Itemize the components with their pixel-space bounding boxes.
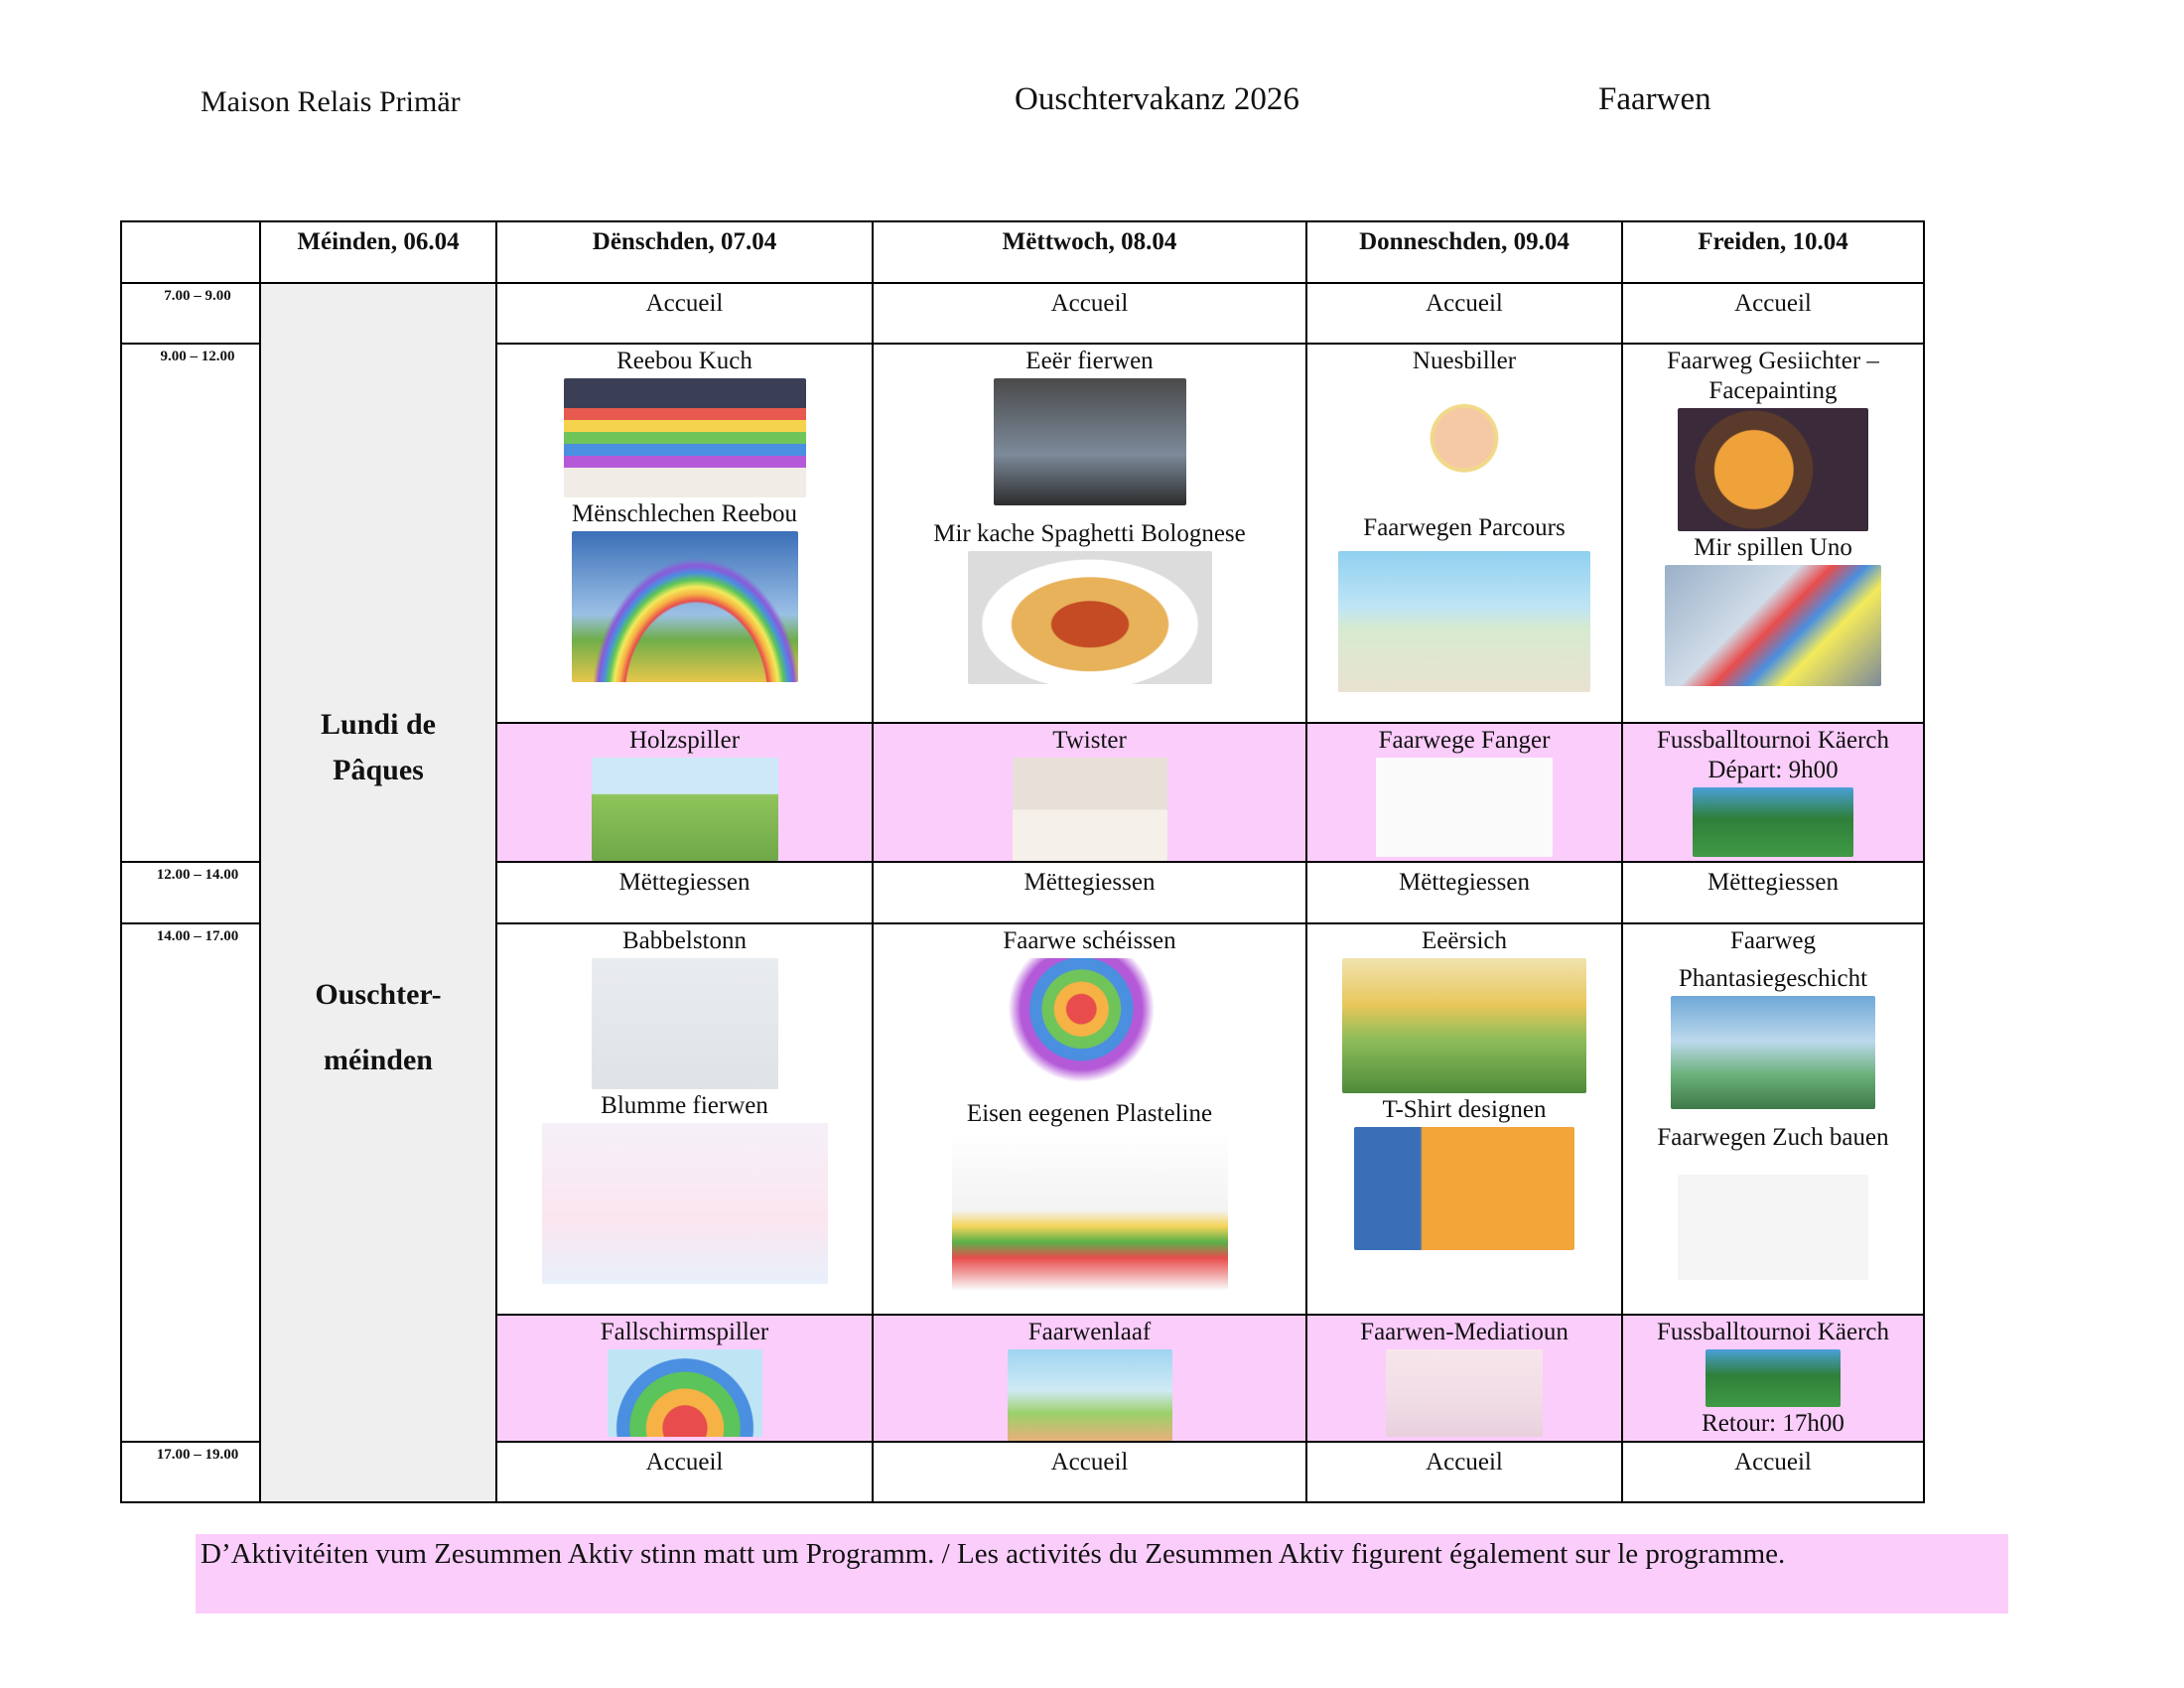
theme-title: Faarwen	[1598, 81, 1711, 117]
parachute-game-image	[608, 1349, 762, 1437]
plasticine-image	[952, 1131, 1228, 1290]
painted-nose-image	[1398, 378, 1531, 511]
activity-label: Accueil	[1734, 1449, 1812, 1476]
activity-label: Faarweg Gesiichter –	[1667, 348, 1879, 374]
spaghetti-image	[968, 551, 1212, 684]
activity-label: Faarwege Fanger	[1378, 727, 1551, 754]
departure-time: Départ: 9h00	[1707, 757, 1839, 783]
activity-label: Mëttegiessen	[618, 869, 751, 896]
activity-label: Fussballtournoi Käerch	[1657, 727, 1889, 754]
football-image	[1706, 1349, 1841, 1407]
activity-label: Accueil	[645, 290, 724, 317]
painted-fingers-image	[1376, 758, 1553, 857]
twister-image	[1013, 758, 1167, 861]
mediation-image	[1386, 1349, 1543, 1437]
easter-eggs-image	[1342, 958, 1586, 1093]
activity-label: Nuesbiller	[1412, 348, 1517, 374]
uno-cards-image	[1665, 565, 1881, 686]
color-powder-image	[1004, 958, 1176, 1085]
activity-label: Accueil	[645, 1449, 724, 1476]
time-slot: 14.00 – 17.00	[121, 923, 260, 1442]
activity-label: Accueil	[1050, 290, 1129, 317]
activity-label: Faarweg	[1729, 927, 1817, 954]
activity-label: Accueil	[1426, 290, 1503, 317]
color-run-image	[1008, 1349, 1172, 1441]
football-image	[1693, 787, 1853, 857]
holiday-label: Ouschter- méinden	[315, 978, 442, 1076]
activity-label: Facepainting	[1708, 377, 1838, 404]
time-slot: 17.00 – 19.00	[121, 1442, 260, 1502]
activity-label: Blumme fierwen	[601, 1092, 768, 1119]
corner-cell	[121, 221, 260, 283]
flower-coloring-image	[542, 1123, 828, 1284]
children-balloons-image	[592, 958, 778, 1089]
activity-label: Faarwegen Parcours	[1363, 514, 1566, 541]
face-painting-image	[1678, 408, 1868, 531]
activity-label: Babbelstonn	[622, 927, 747, 954]
activity-label: Mir kache Spaghetti Bolognese	[933, 520, 1246, 547]
activity-label: Reebou Kuch	[616, 348, 752, 374]
footer-note: D’Aktivitéiten vum Zesummen Aktiv stinn matt um Programm. / Les activités du Zesummen Aktiv figurent également sur le programme.	[196, 1534, 2008, 1614]
obstacle-course-image	[1338, 551, 1590, 692]
activity-label: Phantasiegeschicht	[1678, 965, 1868, 992]
day-header: Méinden, 06.04	[260, 221, 496, 283]
activity-label: Twister	[1052, 727, 1127, 754]
activity-label: Fussballtournoi Käerch	[1657, 1319, 1889, 1345]
activity-label: Mëttegiessen	[1024, 869, 1156, 896]
activity-label: Faarwenlaaf	[1027, 1319, 1152, 1345]
time-slot: 7.00 – 9.00	[121, 283, 260, 344]
time-slot: 12.00 – 14.00	[121, 862, 260, 923]
activity-label: Faarwen-Mediatioun	[1360, 1319, 1569, 1345]
day-header: Freiden, 10.04	[1622, 221, 1924, 283]
activity-label: Eeërsich	[1421, 927, 1508, 954]
schedule-table	[120, 220, 1925, 1503]
table-header-row	[121, 221, 1924, 283]
tshirt-design-image	[1354, 1127, 1574, 1250]
painted-eggs-image	[994, 378, 1186, 505]
activity-label: Accueil	[1050, 1449, 1129, 1476]
activity-label: Eisen eegenen Plasteline	[966, 1100, 1213, 1127]
day-header: Donneschden, 09.04	[1306, 221, 1622, 283]
activity-label: Holzspiller	[628, 727, 741, 754]
activity-label: Mënschlechen Reebou	[571, 500, 797, 527]
document-title: Ouschtervakanz 2026	[1015, 81, 1299, 117]
activity-label: Eeër fierwen	[1025, 348, 1154, 374]
activity-label: Mir spillen Uno	[1694, 534, 1852, 561]
day-header: Dënschden, 07.04	[496, 221, 873, 283]
organization-name: Maison Relais Primär	[201, 85, 461, 118]
holiday-cell	[260, 283, 496, 1502]
activity-label: Mëttegiessen	[1707, 869, 1839, 896]
return-time: Retour: 17h00	[1702, 1410, 1844, 1437]
wooden-games-image	[592, 758, 778, 861]
activity-label: Faarwegen Zuch bauen	[1657, 1124, 1889, 1151]
fantasy-landscape-image	[1671, 996, 1875, 1109]
day-header: Mëttwoch, 08.04	[873, 221, 1306, 283]
wooden-train-image	[1678, 1175, 1868, 1280]
activity-label: T-Shirt designen	[1382, 1096, 1547, 1123]
activity-label: Accueil	[1734, 290, 1812, 317]
activity-label: Faarwe schéissen	[1003, 927, 1176, 954]
rainbow-child-image	[572, 531, 798, 682]
holiday-label: Lundi de Pâques	[321, 708, 436, 786]
rainbow-cake-image	[564, 378, 806, 497]
time-slot: 9.00 – 12.00	[121, 344, 260, 862]
activity-label: Fallschirmspiller	[600, 1319, 769, 1345]
activity-label: Mëttegiessen	[1399, 869, 1530, 896]
table-row	[121, 283, 1924, 344]
activity-label: Accueil	[1426, 1449, 1503, 1476]
